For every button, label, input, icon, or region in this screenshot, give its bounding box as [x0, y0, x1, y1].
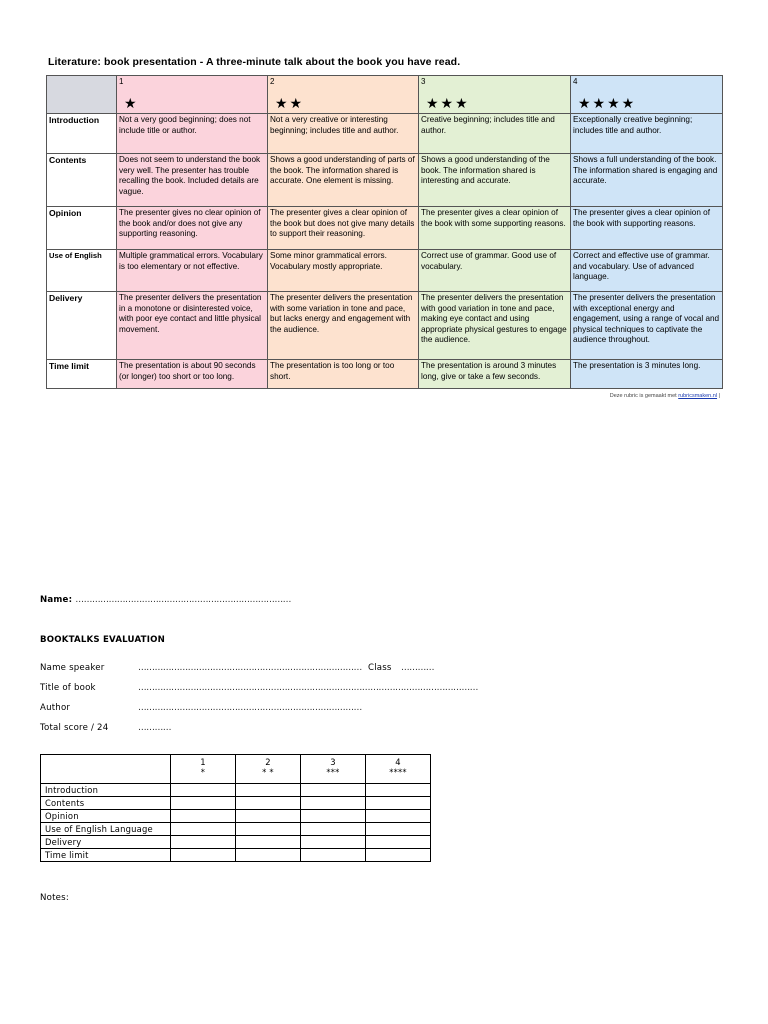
score-cell[interactable] [171, 823, 236, 836]
score-row-label: Use of English Language [41, 823, 171, 836]
descriptor-cell: Shows a good understanding of the book. The information shared is interesting and accurate. [419, 154, 571, 207]
score-cell[interactable] [301, 797, 366, 810]
score-header-level-4: 4 **** [366, 755, 431, 784]
criterion-label: Time limit [47, 360, 117, 389]
score-cell[interactable] [301, 823, 366, 836]
rubric-row-introduction [47, 114, 723, 154]
score-row-label: Delivery [41, 836, 171, 849]
title-of-book-dots[interactable]: …………………………………………………………………………………………………………… [138, 683, 479, 693]
descriptor-cell: Multiple grammatical errors. Vocabulary is too elementary or not effective. [117, 250, 268, 292]
score-cell[interactable] [171, 810, 236, 823]
score-cell[interactable] [236, 836, 301, 849]
score-cell[interactable] [236, 784, 301, 797]
score-cell[interactable] [301, 784, 366, 797]
score-cell[interactable] [301, 836, 366, 849]
descriptor-cell: The presentation is too long or too short. [268, 360, 419, 389]
level-number: 3 [421, 77, 426, 86]
score-row [41, 836, 431, 849]
level-number: 2 [270, 77, 275, 86]
criterion-label: Use of English [47, 250, 117, 292]
rubric-row-use-of-english [47, 250, 723, 292]
descriptor-cell: The presenter gives a clear opinion of the book with supporting reasons. [571, 207, 723, 250]
score-cell[interactable] [171, 784, 236, 797]
score-row-label: Introduction [41, 784, 171, 797]
level-number: 4 [573, 77, 578, 86]
descriptor-cell: The presenter delivers the presentation with good variation in tone and pace, making eye contact and using appropriate physical gestures to engage the audience. [419, 292, 571, 360]
rubric-header-row [47, 76, 723, 114]
name-dots[interactable]: …………………………………………………………………… [75, 595, 292, 605]
booktalks-heading: BOOKTALKS EVALUATION [40, 635, 165, 645]
descriptor-cell: Not a very creative or interesting beginning; includes title and author. [268, 114, 419, 154]
score-cell[interactable] [236, 797, 301, 810]
credit-link[interactable]: rubricsmaken.nl [678, 393, 718, 399]
score-cell[interactable] [366, 810, 431, 823]
rubric-row-time-limit [47, 360, 723, 389]
descriptor-cell: Correct and effective use of grammar. and vocabulary. Use of advanced language. [571, 250, 723, 292]
score-cell[interactable] [236, 849, 301, 862]
descriptor-cell: Shows a full understanding of the book. The information shared is engaging and accurate. [571, 154, 723, 207]
descriptor-cell: Correct use of grammar. Good use of vocabulary. [419, 250, 571, 292]
score-row [41, 797, 431, 810]
class-label: Class [368, 663, 392, 673]
score-header-blank [41, 755, 171, 784]
criterion-label: Contents [47, 154, 117, 207]
credit-tail: | [717, 393, 720, 399]
descriptor-cell: Not a very good beginning; does not include title or author. [117, 114, 268, 154]
descriptor-cell: Some minor grammatical errors. Vocabulary mostly appropriate. [268, 250, 419, 292]
descriptor-cell: Does not seem to understand the book very well. The presenter has trouble recalling the book. Included details are vague. [117, 154, 268, 207]
descriptor-cell: The presenter gives a clear opinion of the book but does not give many details to support their reasoning. [268, 207, 419, 250]
score-header-level-2: 2 * * [236, 755, 301, 784]
score-cell[interactable] [366, 823, 431, 836]
level-3-header [419, 76, 571, 114]
score-header-row [41, 755, 431, 784]
descriptor-cell: The presentation is around 3 minutes long, give or take a few seconds. [419, 360, 571, 389]
class-dots[interactable]: ………… [401, 663, 435, 673]
descriptor-cell: The presenter delivers the presentation with some variation in tone and pace, but lacks energy and engagement with the audience. [268, 292, 419, 360]
descriptor-cell: The presenter delivers the presentation in a monotone or disinterested voice, with poor eye contact and little physical movement. [117, 292, 268, 360]
descriptor-cell: Shows a good understanding of parts of the book. The information shared is accurate. One element is missing. [268, 154, 419, 207]
criterion-label: Introduction [47, 114, 117, 154]
score-row-label: Opinion [41, 810, 171, 823]
star-icon: ★★ [275, 95, 305, 111]
criterion-label: Opinion [47, 207, 117, 250]
score-cell[interactable] [366, 849, 431, 862]
score-header-level-1: 1 * [171, 755, 236, 784]
descriptor-cell: Creative beginning; includes title and author. [419, 114, 571, 154]
criterion-header-cell [47, 76, 117, 114]
field-label-total-score: Total score / 24 [40, 723, 109, 733]
score-cell[interactable] [171, 836, 236, 849]
field-label-title-of-book: Title of book [40, 683, 96, 693]
rubric-credit [560, 393, 720, 399]
name-speaker-dots[interactable]: ……………………………………………………………………… [138, 663, 362, 673]
descriptor-cell: The presentation is 3 minutes long. [571, 360, 723, 389]
score-cell[interactable] [236, 810, 301, 823]
star-icon: ★ [124, 95, 139, 111]
star-icon: ★★★★ [578, 95, 637, 111]
score-row [41, 784, 431, 797]
field-label-author: Author [40, 703, 71, 713]
field-label-name-speaker: Name speaker [40, 663, 105, 673]
rubric-row-delivery [47, 292, 723, 360]
level-2-header [268, 76, 419, 114]
level-number: 1 [119, 77, 124, 86]
total-score-dots[interactable]: ………… [138, 723, 172, 733]
score-table [40, 754, 431, 862]
score-row-label: Time limit [41, 849, 171, 862]
score-row [41, 810, 431, 823]
descriptor-cell: The presenter delivers the presentation with exceptional energy and engagement, using a range of vocal and physical techniques to captivate the audience throughout. [571, 292, 723, 360]
rubric-row-opinion [47, 207, 723, 250]
score-cell[interactable] [171, 797, 236, 810]
name-label: Name: …………………………………………………………………… [40, 595, 292, 605]
level-4-header [571, 76, 723, 114]
score-cell[interactable] [171, 849, 236, 862]
descriptor-cell: The presentation is about 90 seconds (or longer) too short or too long. [117, 360, 268, 389]
rubric-table [46, 75, 723, 389]
criterion-label: Delivery [47, 292, 117, 360]
descriptor-cell: The presenter gives a clear opinion of the book with some supporting reasons. [419, 207, 571, 250]
score-cell[interactable] [301, 810, 366, 823]
credit-text: Deze rubric is gemaakt met [609, 393, 679, 399]
level-1-header [117, 76, 268, 114]
score-row [41, 823, 431, 836]
notes-label: Notes: [40, 893, 69, 903]
rubric-title: Literature: book presentation - A three-minute talk about the book you have read. [48, 56, 461, 68]
score-cell[interactable] [366, 784, 431, 797]
score-cell[interactable] [301, 849, 366, 862]
author-dots[interactable]: ……………………………………………………………………… [138, 703, 362, 713]
score-cell[interactable] [366, 836, 431, 849]
descriptor-cell: The presenter gives no clear opinion of the book and/or does not give any supporting reasoning. [117, 207, 268, 250]
descriptor-cell: Exceptionally creative beginning; includes title and author. [571, 114, 723, 154]
score-cell[interactable] [366, 797, 431, 810]
score-cell[interactable] [236, 823, 301, 836]
rubric-row-contents [47, 154, 723, 207]
score-header-level-3: 3 *** [301, 755, 366, 784]
score-row [41, 849, 431, 862]
star-icon: ★★★ [426, 95, 470, 111]
score-row-label: Contents [41, 797, 171, 810]
